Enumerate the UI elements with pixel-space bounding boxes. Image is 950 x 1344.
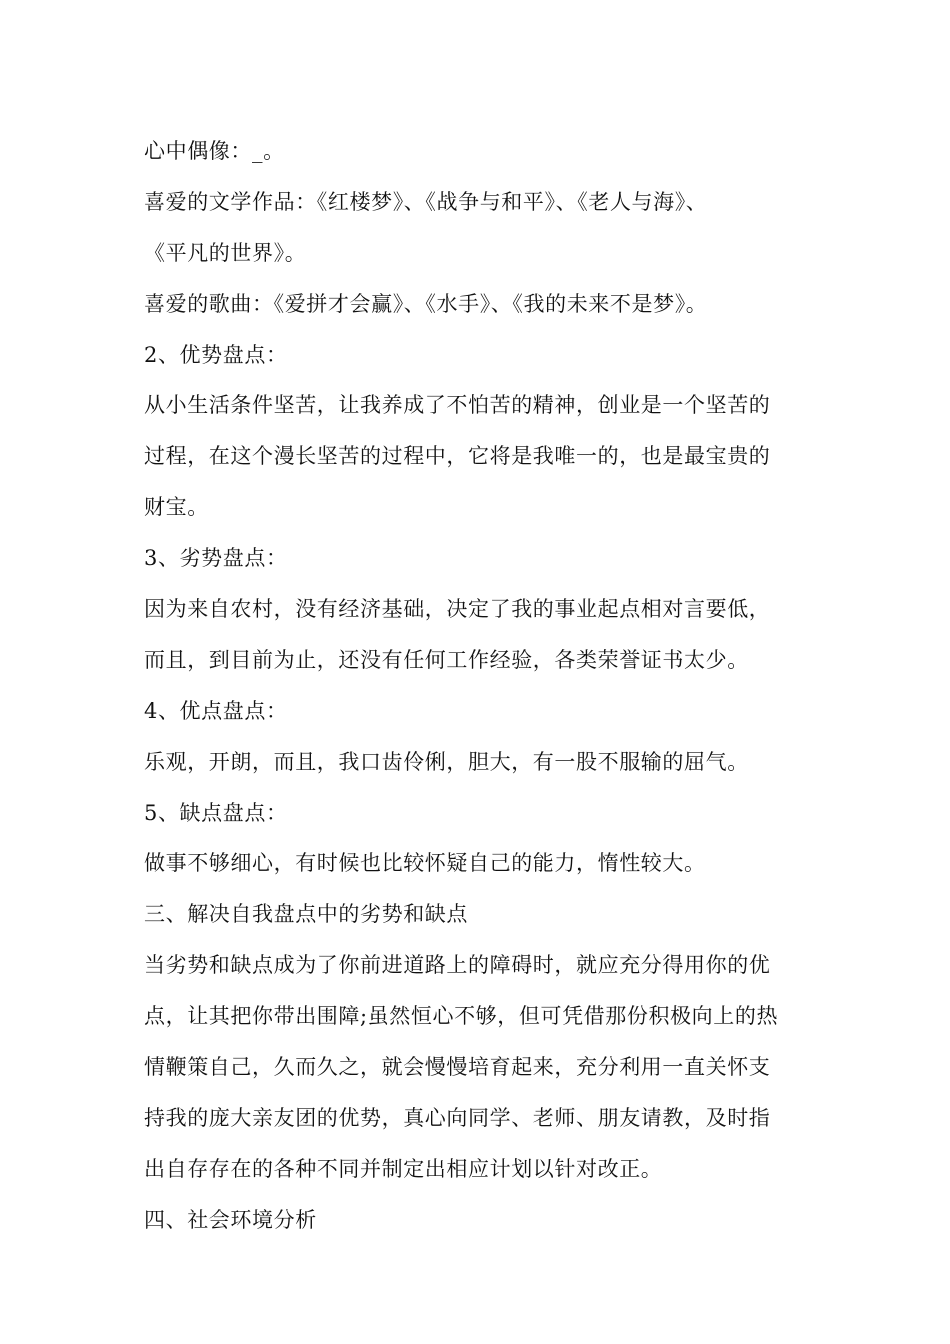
favorite-songs-line: 喜爱的歌曲：《爱拼才会赢》、《水手》、《我的未来不是梦》。 (144, 291, 708, 316)
strengths-paragraph-line: 财宝。 (144, 495, 209, 520)
shortcomings-paragraph-line: 做事不够细心，有时候也比较怀疑自己的能力，惰性较大。 (144, 851, 706, 876)
shortcomings-heading: 5、缺点盘点： (144, 800, 288, 825)
section-three-paragraph-line: 出自存存在的各种不同并制定出相应计划以针对改正。 (144, 1156, 663, 1181)
weaknesses-heading: 3、劣势盘点： (144, 546, 288, 571)
strengths-paragraph-line: 过程，在这个漫长坚苦的过程中，它将是我唯一的，也是最宝贵的 (144, 444, 771, 469)
document-body (144, 126, 814, 1246)
section-three-heading: 三、解决自我盘点中的劣势和缺点 (144, 902, 468, 927)
section-three-paragraph-line: 当劣势和缺点成为了你前进道路上的障碍时，就应充分得用你的优 (144, 953, 771, 978)
section-three-paragraph-line: 情鞭策自己，久而久之，就会慢慢培育起来，充分利用一直关怀支 (144, 1055, 771, 1080)
weaknesses-paragraph-line: 而且，到目前为止，还没有任何工作经验，各类荣誉证书太少。 (144, 647, 749, 672)
weaknesses-paragraph-line: 因为来自农村，没有经济基础，决定了我的事业起点相对言要低， (144, 597, 771, 622)
section-four-heading: 四、社会环境分析 (144, 1207, 317, 1232)
strengths-heading: 2、优势盘点： (144, 342, 288, 367)
favorite-literature-line: 喜爱的文学作品：《红楼梦》、《战争与和平》、《老人与海》、 (144, 189, 708, 214)
idol-line: 心中偶像：_。 (144, 139, 285, 163)
merits-heading: 4、优点盘点： (144, 698, 288, 723)
favorite-literature-line-cont: 《平凡的世界》。 (144, 240, 307, 265)
strengths-paragraph-line: 从小生活条件坚苦，让我养成了不怕苦的精神，创业是一个坚苦的 (144, 393, 771, 418)
merits-paragraph-line: 乐观，开朗，而且，我口齿伶俐，胆大，有一股不服输的屈气。 (144, 749, 749, 774)
section-three-paragraph-line: 点，让其把你带出围障;虽然恒心不够，但可凭借那份积极向上的热 (144, 1004, 779, 1029)
section-three-paragraph-line: 持我的庞大亲友团的优势，真心向同学、老师、朋友请教，及时指 (144, 1105, 771, 1130)
